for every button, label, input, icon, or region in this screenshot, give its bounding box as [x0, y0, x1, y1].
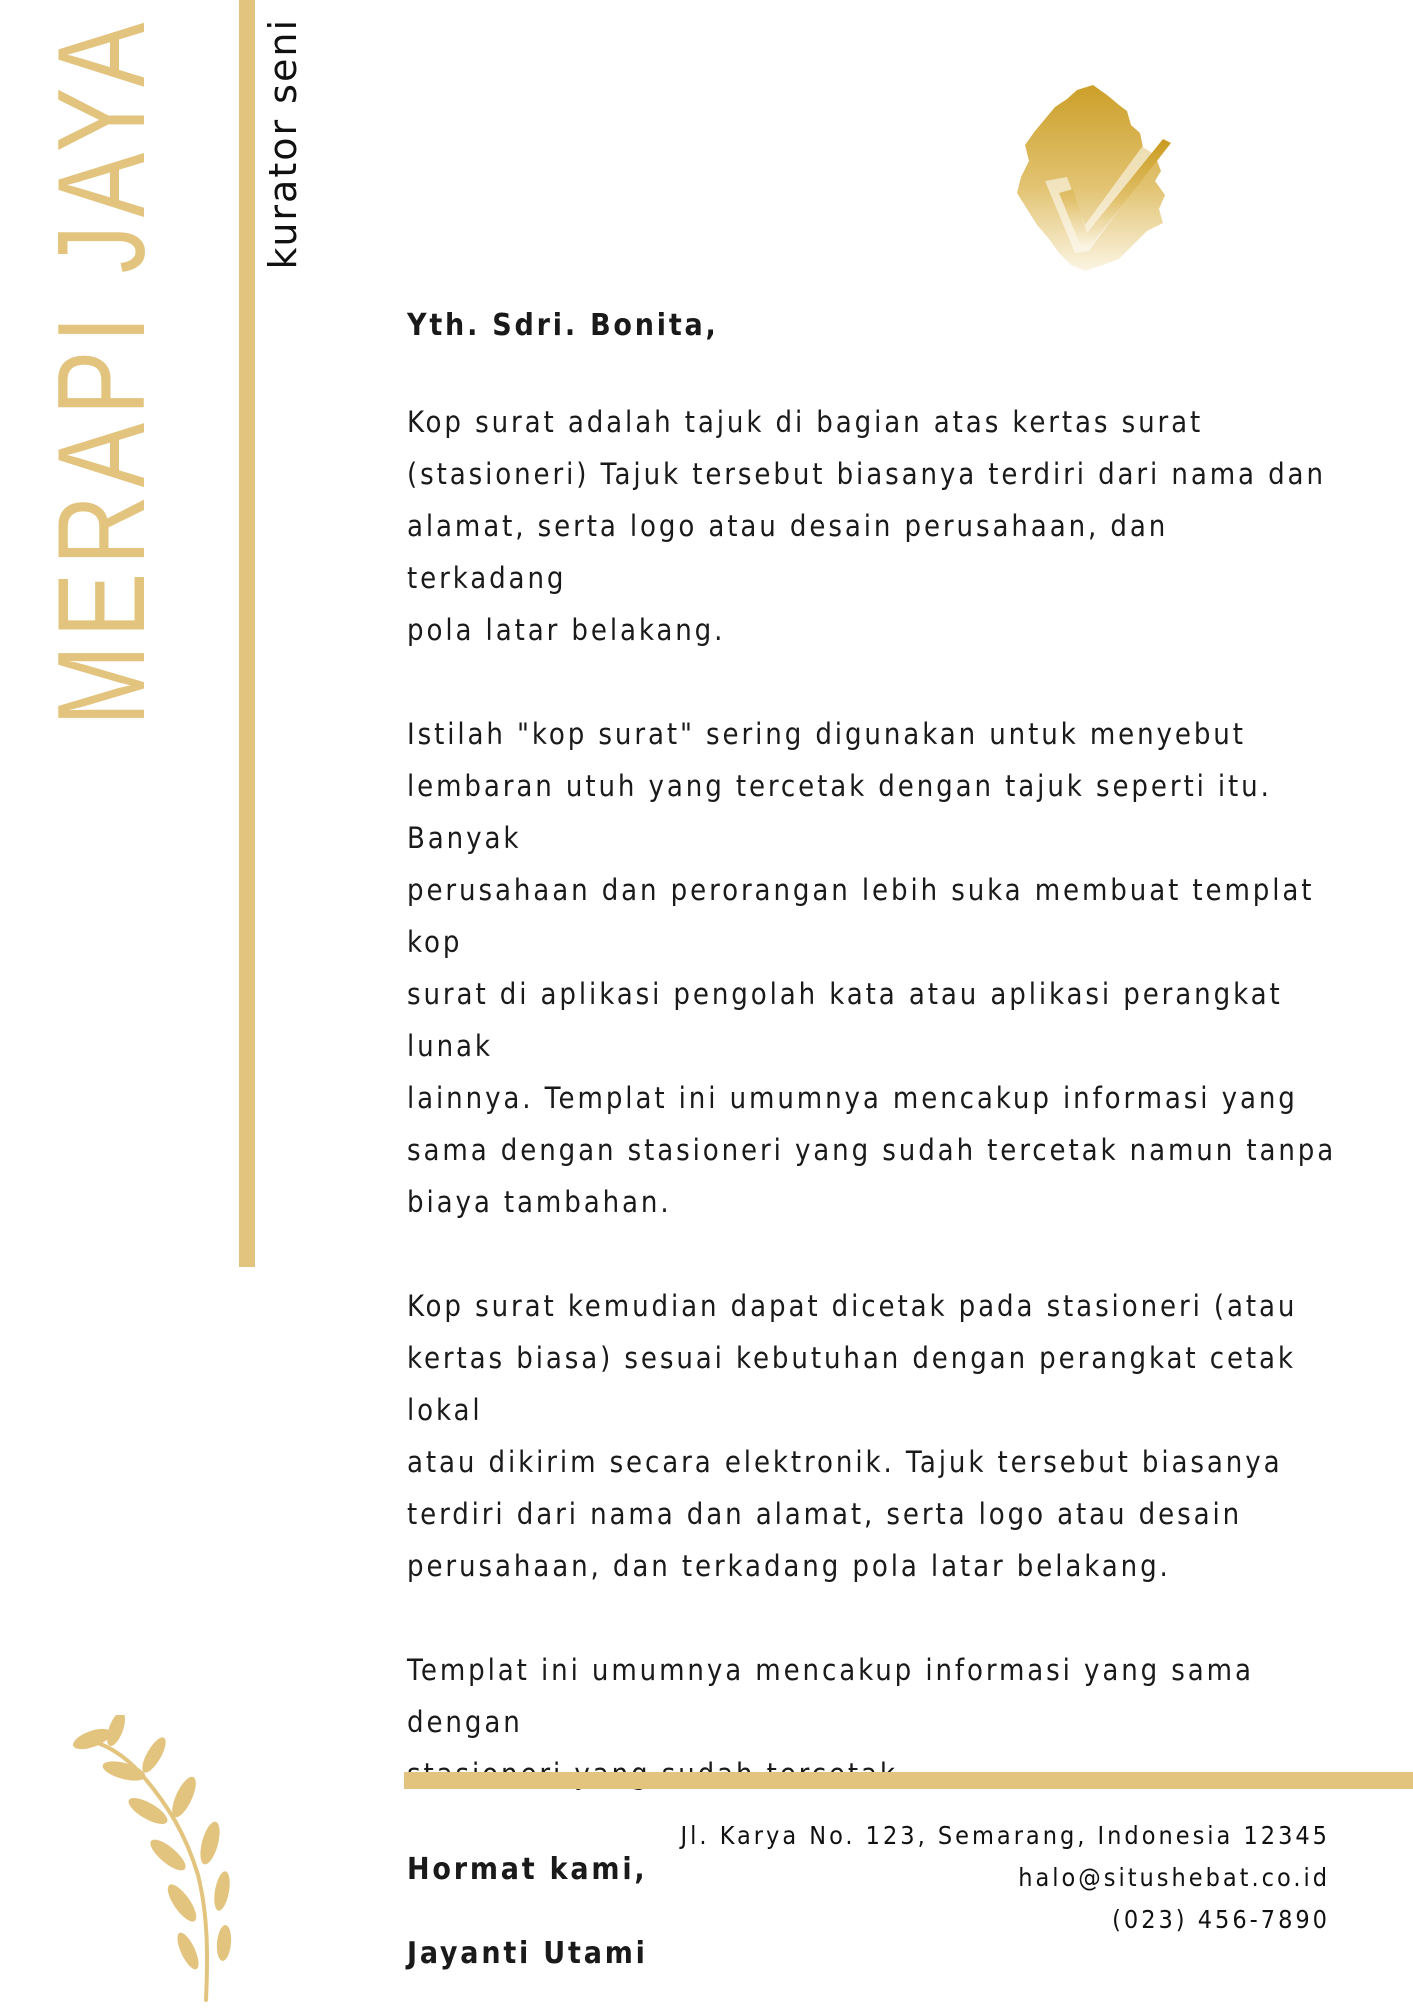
tagline: kurator seni [261, 18, 305, 270]
gold-horizontal-bar [404, 1772, 1413, 1789]
signer-name: Jayanti Utami [407, 1936, 648, 1971]
contact-address: Jl. Karya No. 123, Semarang, Indonesia 12345 [680, 1821, 1330, 1850]
letter-body [407, 300, 1337, 1980]
checkmark-seal-icon [1015, 85, 1215, 285]
tagline-vertical [260, 18, 306, 270]
salutation: Yth. Sdri. Bonita, [407, 308, 719, 343]
olive-branch-icon [58, 1715, 268, 2005]
contact-email: halo@situshebat.co.id [1018, 1863, 1330, 1892]
contact-block [681, 1815, 1330, 1941]
contact-phone: (023) 456-7890 [1112, 1905, 1330, 1934]
brand-name-vertical [33, 14, 171, 727]
paragraph-4: Templat ini umumnya mencakup informasi yang sama dengan [407, 1653, 1254, 1739]
paragraph-2: Istilah "kop surat" sering digunakan untuk menyebut lembaran utuh yang tercetak dengan tajuk seperti itu. Banyak perusahaan dan perorangan lebih suka membuat templat kop surat di aplikasi pengolah kata atau aplikasi perangkat lunak lainnya. Templat ini umumnya mencakup informasi yang sama dengan stasioneri yang sudah tercetak namun tanpa biaya tambahan. [407, 717, 1337, 1219]
paragraph-1: Kop surat adalah tajuk di bagian atas kertas surat (stasioneri) Tajuk tersebut biasanya terdiri dari nama dan alamat, serta logo atau desain perusahaan, dan terkadang pola latar belakang. [407, 405, 1326, 647]
closing: Hormat kami, [407, 1852, 648, 1887]
gold-vertical-bar [239, 0, 255, 1267]
brand-name: MERAPI JAYA [33, 14, 171, 727]
paragraph-3: Kop surat kemudian dapat dicetak pada stasioneri (atau kertas biasa) sesuai kebutuhan dengan perangkat cetak lokal atau dikirim secara elektronik. Tajuk tersebut biasanya terdiri dari nama dan alamat, serta logo atau desain perusahaan, dan terkadang pola latar belakang. [407, 1289, 1298, 1583]
